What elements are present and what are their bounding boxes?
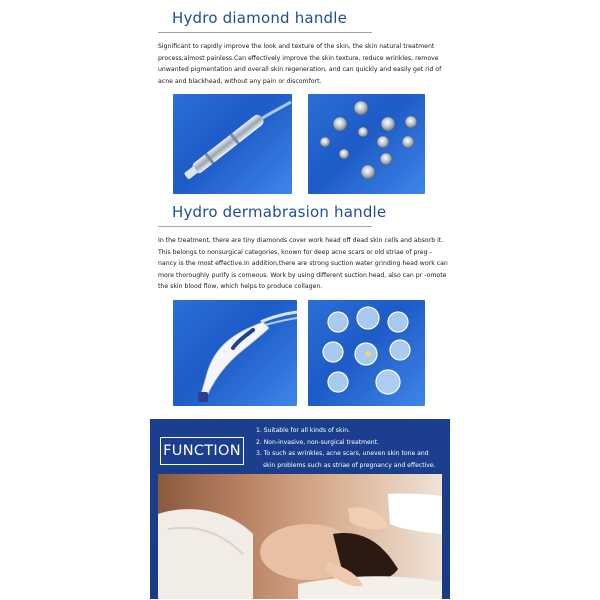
function-item: 3. To such as wrinkles, acne scars, uneven skin tone and: [256, 450, 429, 457]
diamond-tips-illustration: [308, 94, 425, 194]
function-item: 2. Non-invasive, non-surgical treatment.: [256, 438, 379, 446]
dermabrasion-description: In the treatment, there are tiny diamonds cover work head off dead skin cells and absorb it. This belongs to nonsurgical categories, known for deep acne scars or old striae of preg -nancy is the most effective.In addition,there are strong suction water grinding head work can more thoroughly purify is corneous. Work by using different suction head, also can pr -omote the skin blood flow, which helps to produce collagen.: [158, 237, 448, 290]
suction-tips-illustration: [308, 300, 425, 406]
section-title-diamond: Hydro diamond handle: [172, 9, 348, 27]
title-divider: [158, 32, 372, 33]
diamond-handle-photo: [173, 94, 292, 194]
dermabrasion-tips-photo: [308, 300, 425, 406]
function-item: 1. Suitable for all kinds of skin.: [256, 427, 350, 434]
diamond-description: Significant to rapidly improve the look and texture of the skin, the skin natural treatment process,almost painless.Can effectively improve the skin texture, reduce wrinkles, remove unwanted pigmentation and overall skin regeneration, and can quickly and easily get rid of acne and blackhead, without any pain or discomfort.: [158, 43, 442, 85]
section-title-dermabrasion: Hydro dermabrasion handle: [172, 203, 387, 221]
function-label: FUNCTION: [160, 437, 244, 465]
function-banner: [150, 419, 450, 599]
spa-treatment-illustration: [158, 474, 442, 599]
title-divider: [158, 226, 372, 227]
diamond-tips-photo: [308, 94, 425, 194]
diamond-handle-illustration: [173, 94, 292, 194]
function-list: [256, 425, 448, 471]
function-item: skin problems such as striae of pregnancy and effective.: [263, 461, 436, 469]
dermabrasion-handle-illustration: [173, 300, 297, 406]
spa-treatment-photo: [158, 474, 442, 599]
dermabrasion-handle-photo: [173, 300, 297, 406]
